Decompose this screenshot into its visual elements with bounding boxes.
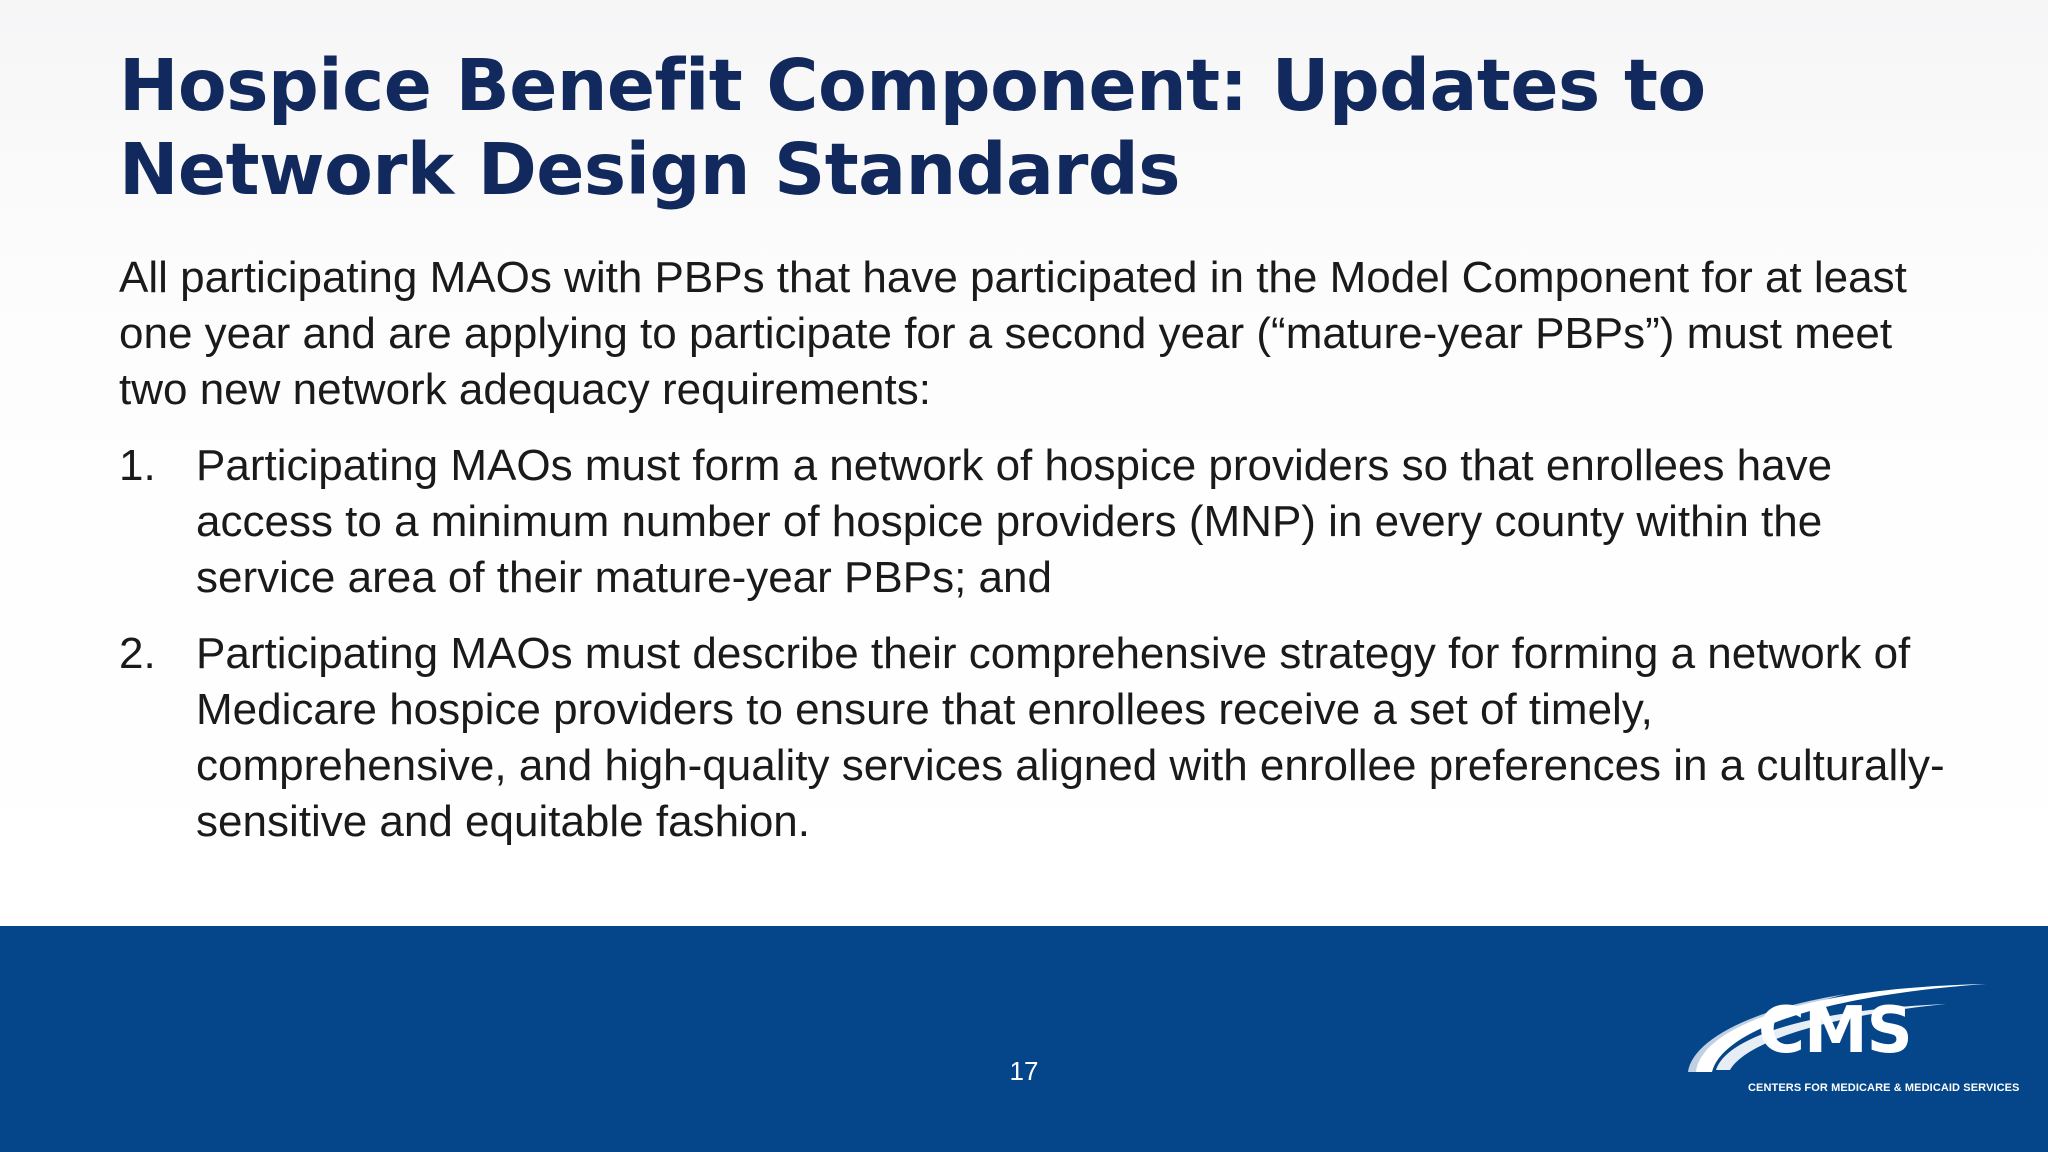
logo-wordmark: CMS [1758,994,1912,1068]
slide-title: Hospice Benefit Component: Updates to Network Design Standards [119,44,1706,211]
cms-logo [1686,980,2020,1100]
page-number: 17 [1009,1056,1039,1086]
requirement-number: 1. [119,441,156,490]
slide-body [119,250,1949,870]
requirements-list [119,438,1949,850]
requirement-text: Participating MAOs must form a network of hospice providers so that enrollees have access to a minimum number of hospice providers (MNP) in every county within the service area of their mature-year PBPs; and [196,441,1833,602]
requirement-text: Participating MAOs must describe their comprehensive strategy for forming a network of Medicare hospice providers to ensure that enrollees receive a set of timely, comprehensive, and high-quality services aligned with enrollee preferences in a culturally-sensitive and equitable fashion. [196,629,1945,846]
requirement-item [119,626,1949,850]
intro-paragraph: All participating MAOs with PBPs that have participated in the Model Component for at least one year and are applying to participate for a second year (“mature-year PBPs”) must meet two new network adequacy requirements: [119,253,1907,414]
requirement-item [119,438,1949,606]
logo-subtitle: CENTERS FOR MEDICARE & MEDICAID SERVICES [1748,1082,2020,1094]
requirement-number: 2. [119,629,156,678]
